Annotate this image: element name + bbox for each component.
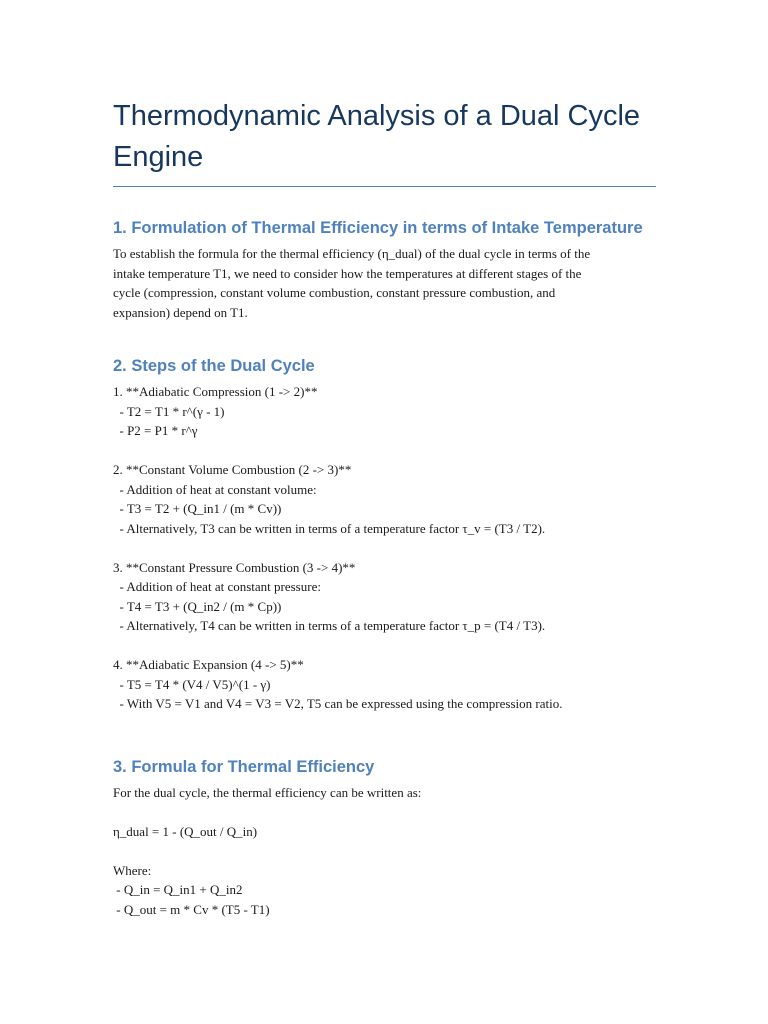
step-item: - Addition of heat at constant volume: xyxy=(113,481,317,497)
section-1-paragraph xyxy=(113,244,656,322)
section-2-steps xyxy=(113,382,656,714)
step-3 xyxy=(113,558,656,636)
step-item: - T2 = T1 * r^(γ - 1) xyxy=(113,403,225,419)
where-item: - Q_out = m * Cv * (T5 - T1) xyxy=(113,901,270,917)
paragraph-line: cycle (compression, constant volume combustion, constant pressure combustion, and xyxy=(113,285,556,300)
section-2-heading: 2. Steps of the Dual Cycle xyxy=(113,357,315,375)
step-item: - T5 = T4 * (V4 / V5)^(1 - γ) xyxy=(113,676,271,692)
step-title: 1. **Adiabatic Compression (1 -> 2)** xyxy=(113,384,318,399)
efficiency-formula: η_dual = 1 - (Q_out / Q_in) xyxy=(113,823,258,839)
step-item: - Alternatively, T4 can be written in terms of a temperature factor τ_p = (T4 / T3). xyxy=(113,618,546,633)
document-page xyxy=(113,96,656,919)
where-item: - Q_in = Q_in1 + Q_in2 xyxy=(113,882,243,897)
document-title xyxy=(113,96,656,186)
step-item: - Alternatively, T3 can be written in terms of a temperature factor τ_v = (T3 / T2). xyxy=(113,520,546,536)
step-2 xyxy=(113,460,656,538)
paragraph-line: expansion) depend on T1. xyxy=(113,304,248,320)
step-1 xyxy=(113,382,656,441)
section-1-heading: 1. Formulation of Thermal Efficiency in terms of Intake Temperature xyxy=(113,219,643,237)
paragraph-line: intake temperature T1, we need to consider how the temperatures at different stages of the xyxy=(113,265,582,281)
step-item: - P2 = P1 * r^γ xyxy=(113,423,198,438)
paragraph-line: To establish the formula for the thermal efficiency (η_dual) of the dual cycle in terms of the xyxy=(113,246,591,261)
step-4 xyxy=(113,655,656,714)
document-title-text: Thermodynamic Analysis of a Dual Cycle Engine xyxy=(113,100,641,173)
step-item: - Addition of heat at constant pressure: xyxy=(113,579,321,594)
step-item: - With V5 = V1 and V4 = V3 = V2, T5 can be expressed using the compression ratio. xyxy=(113,696,563,711)
section-3-body xyxy=(113,783,656,920)
step-item: - T3 = T2 + (Q_in1 / (m * Cv)) xyxy=(113,501,282,516)
step-item: - T4 = T3 + (Q_in2 / (m * Cp)) xyxy=(113,598,282,614)
step-title: 2. **Constant Volume Combustion (2 -> 3)** xyxy=(113,462,352,477)
section-3-intro: For the dual cycle, the thermal efficiency can be written as: xyxy=(113,784,422,800)
where-label: Where: xyxy=(113,862,152,878)
step-title: 3. **Constant Pressure Combustion (3 -> 4)** xyxy=(113,559,356,575)
title-divider xyxy=(113,186,656,187)
step-title: 4. **Adiabatic Expansion (4 -> 5)** xyxy=(113,657,304,672)
section-3-heading: 3. Formula for Thermal Efficiency xyxy=(113,757,375,776)
